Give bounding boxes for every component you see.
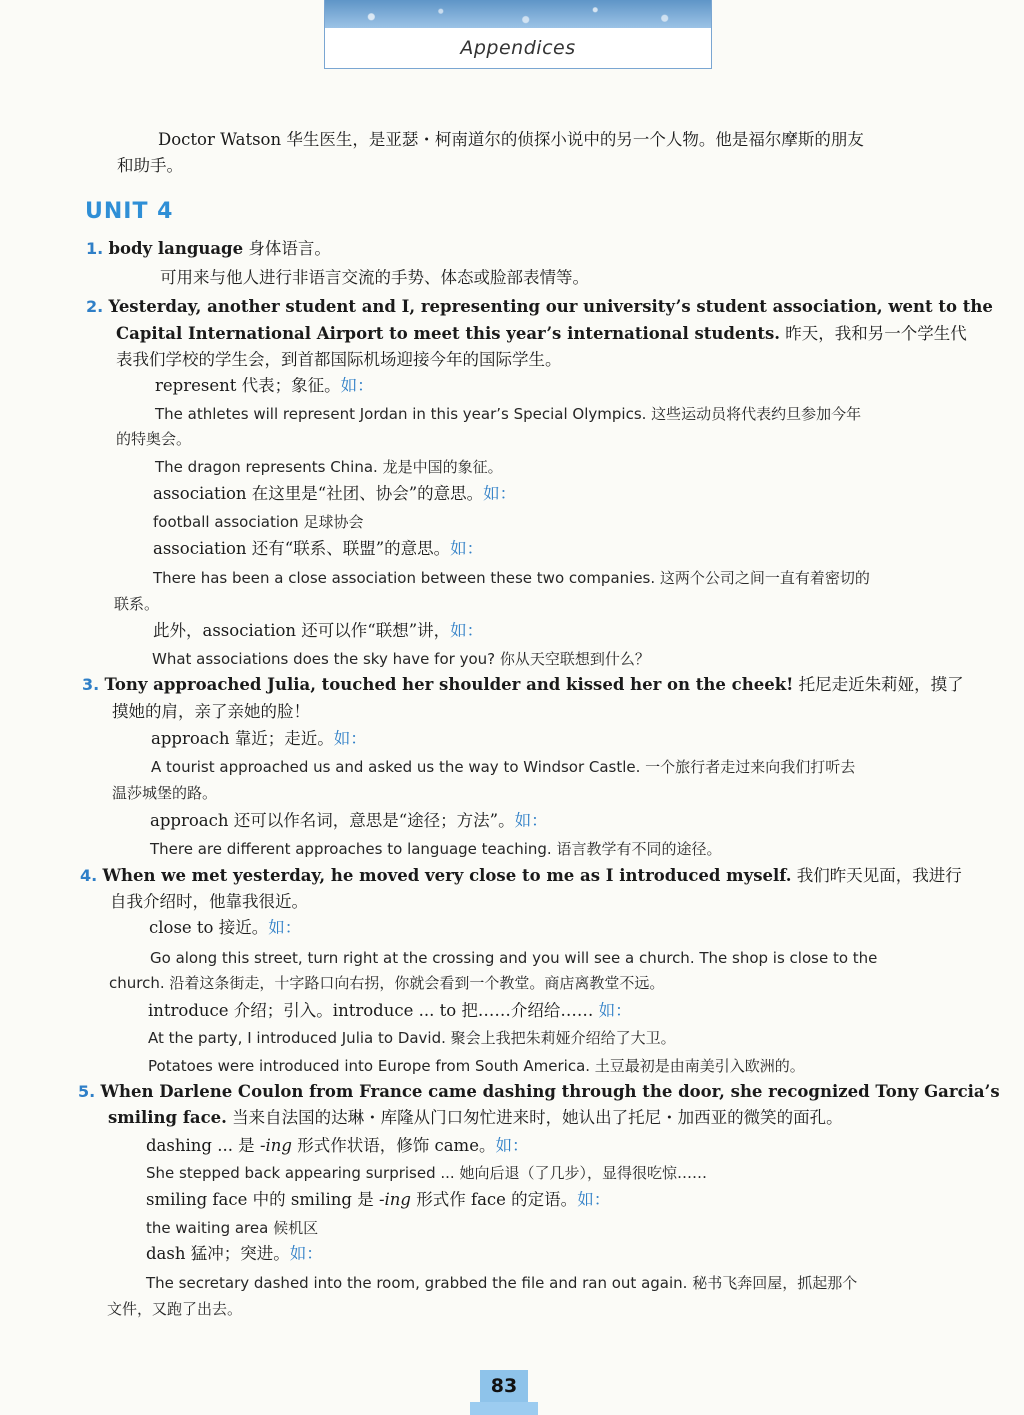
note-text-cont: 形式作状语，修饰 came。 (291, 1136, 496, 1155)
item-4 (80, 863, 962, 889)
item-sentence: When we met yesterday, he moved very close to me as I introduced myself. (102, 866, 792, 885)
example-dragon: The dragon represents China. 龙是中国的象征。 (155, 458, 503, 476)
example-marker: 如： (268, 918, 302, 937)
example-marker: 如： (450, 539, 484, 558)
note-ing: -ing (259, 1136, 292, 1155)
item-4-line-2: 自我介绍时，他靠我很近。 (110, 892, 308, 911)
example-marker: 如： (340, 376, 374, 395)
item-translation: 托尼走近朱莉娅，摸了 (793, 675, 964, 694)
item-5-line-2 (108, 1105, 843, 1131)
item-number: 1. (86, 239, 104, 258)
example-secretary-cont: 文件，又跑了出去。 (107, 1300, 243, 1318)
item-sentence: Yesterday, another student and I, representing our university’s student association, went to the (108, 297, 993, 316)
item-number: 4. (80, 866, 98, 885)
item-3-line-2: 摸她的肩，亲了亲她的脸！ (112, 702, 310, 721)
page-number-bar (470, 1402, 538, 1415)
example-sky: What associations does the sky have for you? 你从天空联想到什么？ (152, 650, 650, 668)
item-phrase: body language (108, 239, 244, 258)
example-party: At the party, I introduced Julia to David. 聚会上我把朱莉娅介绍给了大卫。 (148, 1029, 676, 1047)
example-marker: 如： (333, 729, 367, 748)
item-3 (82, 672, 964, 698)
item-1-definition: 可用来与他人进行非语言交流的手势、体态或脸部表情等。 (160, 268, 589, 287)
example-stepped: She stepped back appearing surprised ... 她向后退（了几步），显得很吃惊…… (146, 1164, 707, 1182)
note-text: approach 还可以作名词，意思是“途径；方法”。 (150, 811, 515, 830)
example-marker: 如： (483, 484, 517, 503)
item-number: 2. (86, 297, 104, 316)
example-waiting: the waiting area 候机区 (146, 1219, 319, 1237)
item-sentence-cont: Capital International Airport to meet this year’s international students. (116, 324, 781, 343)
example-marker: 如： (495, 1136, 529, 1155)
item-2-line-3: 表我们学校的学生会，到首都国际机场迎接今年的国际学生。 (116, 350, 562, 369)
note-represent (155, 373, 374, 399)
example-marker: 如： (289, 1244, 323, 1263)
note-close-to (149, 915, 301, 941)
page-number: 83 (480, 1370, 528, 1402)
note-text: close to 接近。 (149, 918, 269, 937)
example-street: Go along this street, turn right at the crossing and you will see a church. The shop is close to the (150, 949, 878, 967)
note-text-cont: 形式作 face 的定语。 (411, 1190, 578, 1209)
item-translation: 当来自法国的达琳・库隆从门口匆忙进来时，她认出了托尼・加西亚的微笑的面孔。 (226, 1108, 843, 1127)
note-association-1 (153, 481, 516, 507)
item-number: 3. (82, 675, 100, 694)
item-translation: 昨天，我和另一个学生代 (780, 324, 967, 343)
intro-line-1: Doctor Watson 华生医生，是亚瑟・柯南道尔的侦探小说中的另一个人物。他是福尔摩斯的朋友 (158, 130, 864, 149)
item-translation: 身体语言。 (243, 239, 331, 258)
item-5 (78, 1079, 1000, 1105)
note-text: 此外，association 还可以作“联想”讲， (153, 621, 451, 640)
intro-line-2: 和助手。 (117, 156, 183, 175)
example-potatoes: Potatoes were introduced into Europe from South America. 土豆最初是由南美引入欧洲的。 (148, 1057, 805, 1075)
example-street-cont: church. 沿着这条街走，十字路口向右拐，你就会看到一个教堂。商店离教堂不远。 (109, 974, 665, 992)
item-1 (86, 236, 331, 262)
note-approach-2 (150, 808, 548, 834)
example-close: There has been a close association between these two companies. 这两个公司之间一直有着密切的 (153, 569, 870, 587)
item-sentence-cont: smiling face. (108, 1108, 227, 1127)
note-text: approach 靠近；走近。 (151, 729, 334, 748)
note-approach-1 (151, 726, 367, 752)
item-number: 5. (78, 1082, 96, 1101)
example-marker: 如： (450, 621, 484, 640)
example-jordan: The athletes will represent Jordan in this year’s Special Olympics. 这些运动员将代表约旦参加今年 (155, 405, 862, 423)
note-text: introduce 介绍；引入。introduce ... to 把……介绍给…… (148, 1001, 594, 1020)
item-sentence: When Darlene Coulon from France came dashing through the door, she recognized Tony Garcia’s (100, 1082, 1000, 1101)
item-2 (86, 294, 993, 320)
example-jordan-cont: 的特奥会。 (116, 430, 192, 448)
note-association-2 (153, 536, 483, 562)
note-smiling (146, 1187, 610, 1213)
note-ing: -ing (378, 1190, 411, 1209)
note-text: dash 猛冲；突进。 (146, 1244, 290, 1263)
section-title: Appendices (460, 37, 576, 59)
header-banner (324, 0, 712, 69)
example-marker: 如： (577, 1190, 611, 1209)
item-sentence: Tony approached Julia, touched her shoulder and kissed her on the cheek! (104, 675, 794, 694)
note-text: dashing ... 是 (146, 1136, 260, 1155)
example-close-cont: 联系。 (114, 595, 160, 613)
example-football: football association 足球协会 (153, 513, 364, 531)
note-text: association 在这里是“社团、协会”的意思。 (153, 484, 484, 503)
unit-heading: UNIT 4 (85, 199, 174, 224)
note-text: represent 代表；象征。 (155, 376, 341, 395)
note-dashing (146, 1133, 528, 1159)
note-text: association 还有“联系、联盟”的意思。 (153, 539, 451, 558)
note-text: smiling face 中的 smiling 是 (146, 1190, 379, 1209)
example-marker: 如： (514, 811, 548, 830)
example-tourist: A tourist approached us and asked us the way to Windsor Castle. 一个旅行者走过来向我们打听去 (151, 758, 856, 776)
example-marker: 如： (598, 1001, 632, 1020)
item-2-line-2 (116, 321, 967, 347)
note-association-3 (153, 618, 483, 644)
note-introduce (148, 998, 632, 1024)
example-secretary: The secretary dashed into the room, grabbed the file and ran out again. 秘书飞奔回屋，抓起那个 (146, 1274, 858, 1292)
item-translation: 我们昨天见面，我进行 (791, 866, 962, 885)
water-banner-image (325, 0, 711, 28)
example-tourist-cont: 温莎城堡的路。 (112, 784, 218, 802)
example-approach: There are different approaches to language teaching. 语言教学有不同的途径。 (150, 840, 722, 858)
note-dash (146, 1241, 323, 1267)
